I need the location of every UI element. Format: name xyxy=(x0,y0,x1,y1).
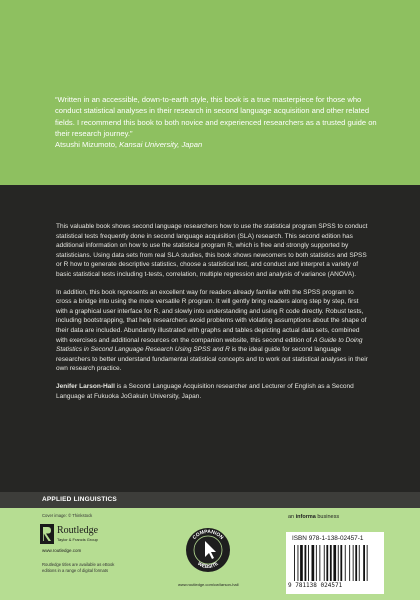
description-paragraph-1: This valuable book shows second language researchers how to use the statistical program SPSS to conduct statistical tests frequently done in second language acquisition (SLA) research. This second edition has additional information on how to use the statistical program R, which is free and strongly supported by statisticians. Using data sets from real SLA studies, this book shows newcomers to both statistics and SPSS or R how to generate descriptive statistics, choose a statistical test, and conduct and interpret a variety of basic statistical tests including t-tests, correlation, multiple regression and analysis of variance (ANOVA). xyxy=(56,223,368,278)
informa-brand: informa xyxy=(295,514,316,520)
ebook-note: Routledge titles are available as eBook editions in a range of digital formats xyxy=(42,562,115,573)
quote-author: Atsushi Mizumoto, xyxy=(55,140,118,150)
subject-band xyxy=(0,492,420,508)
cover-credit: Cover image: © Thinkstock xyxy=(42,513,93,518)
subject-label: APPLIED LINGUISTICS xyxy=(42,496,117,503)
informa-suffix: business xyxy=(317,514,340,520)
book-title-inline: A Guide to Doing Statistics in Second Language Research Using SPSS and R xyxy=(56,336,363,354)
quote-affiliation: Kansai University, Japan xyxy=(119,140,203,150)
author-bio-text: is a Second Language Acquisition researcher and Lecturer of English as a Second Language at Fukuoka JoGakuin University, Japan. xyxy=(56,382,354,400)
publisher-name: Routledge xyxy=(57,525,99,536)
bottom-green-panel xyxy=(0,508,420,600)
top-green-panel xyxy=(0,0,420,185)
publisher-group: Taylor & Francis Group xyxy=(57,537,98,542)
routledge-logo xyxy=(40,524,110,546)
book-description xyxy=(56,222,368,409)
companion-website-badge[interactable] xyxy=(185,527,231,573)
barcode-digits: 9 781138 024571 xyxy=(288,582,343,589)
isbn-barcode xyxy=(286,532,384,594)
endorsement-quote xyxy=(55,94,385,150)
badge-bottom-text: WEBSITE xyxy=(196,560,220,571)
description-paragraph-2 xyxy=(56,288,368,374)
informa-business-tagline xyxy=(288,514,339,520)
author-name: Jenifer Larson-Hall xyxy=(56,382,115,390)
publisher-url[interactable]: www.routledge.com xyxy=(42,548,82,553)
barcode-icon xyxy=(294,545,376,581)
author-bio xyxy=(56,382,368,401)
companion-url[interactable]: www.routledge.com/cw/larson-hall xyxy=(178,582,239,587)
description-p2-text-a: In addition, this book represents an excellent way for readers already familiar with the SPSS program to cross a bridge into using the more versatile R program. It will gently bring readers along step by step, first with a graphical user interface for R, and slowly into understanding and using R code directly. Robust tests, including bootstrapping, that help researchers avoid problems with violating assumptions about the shape of their data are included. Abundantly illustrated with graphs and tables depicting actual data sets, combined with exercises and additional resources on the companion website, this second edition of xyxy=(56,288,367,344)
quote-attribution xyxy=(55,139,385,150)
isbn-text: ISBN 978-1-138-02457-1 xyxy=(292,535,364,542)
routledge-logo-icon xyxy=(40,524,54,544)
description-p2-text-b: is the ideal guide for second language researchers to better understand fundamental statistical concepts and to work out statistical analyses in their own research practice. xyxy=(56,346,368,373)
badge-top-text: COMPANION xyxy=(191,528,225,541)
informa-prefix: an xyxy=(288,514,295,520)
quote-text: “Written in an accessible, down-to-earth style, this book is a true masterpiece for those who conduct statistical analyses in their research in second language acquisition and other related fields. I recommend this book to both novice and experienced researchers as a trusted guide on their research journey.” xyxy=(55,95,377,138)
